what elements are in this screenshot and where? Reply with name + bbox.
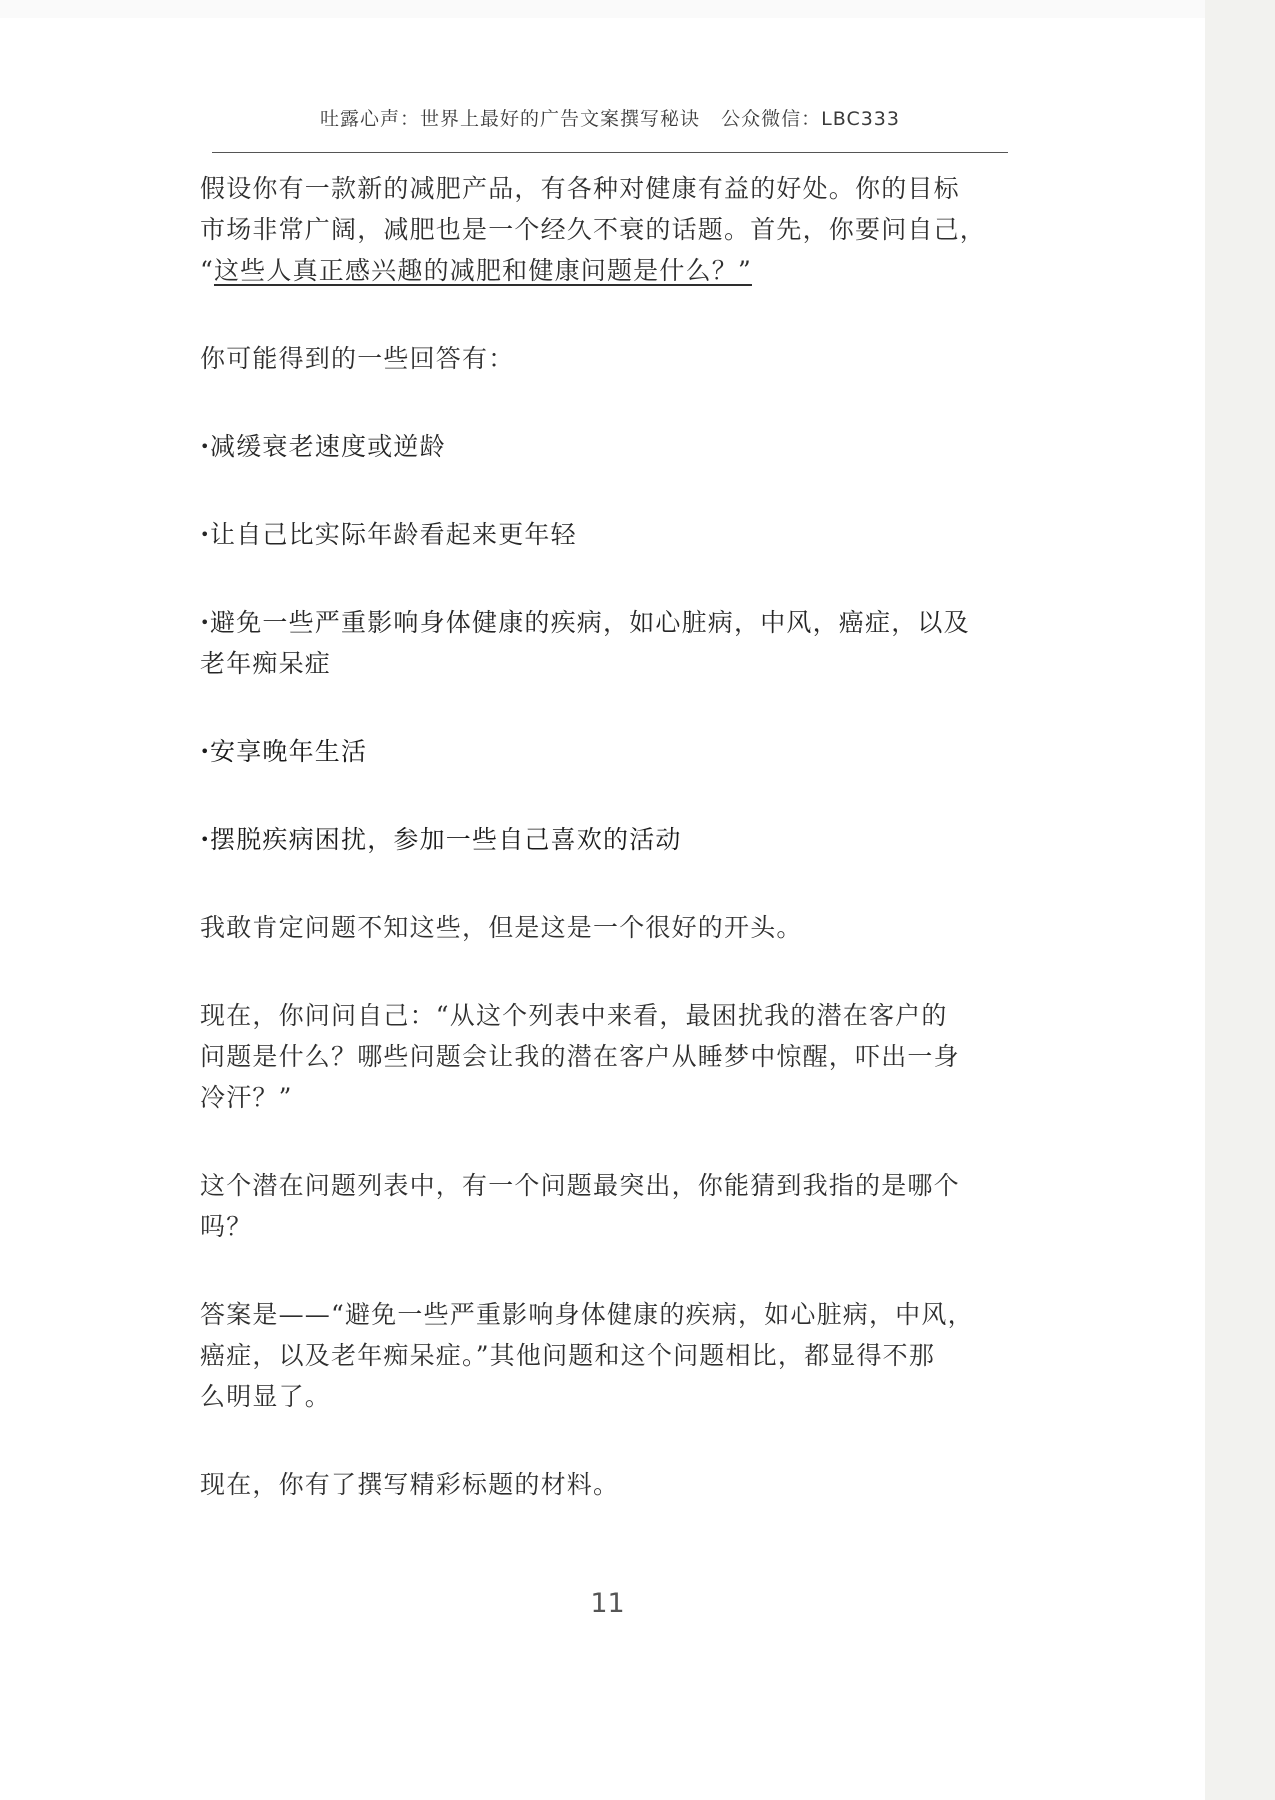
intro-open-quote: “	[200, 256, 214, 285]
list-item	[200, 819, 1016, 860]
header-rule	[212, 152, 1008, 153]
list-item	[200, 426, 1016, 467]
bullet-text: 让自己比实际年龄看起来更年轻	[210, 520, 577, 549]
guess-paragraph	[200, 1165, 1016, 1247]
body-text	[200, 168, 1016, 1505]
bullet-icon: •	[200, 437, 211, 456]
answers-intro: 你可能得到的一些回答有：	[200, 344, 515, 373]
scan-right-edge	[1205, 0, 1275, 1800]
running-header	[212, 104, 1008, 131]
list-item	[200, 514, 1016, 555]
answer-paragraph	[200, 1294, 1016, 1417]
ask-line-1: 现在，你问问自己：“从这个列表中来看，最困扰我的潜在客户的	[200, 1001, 948, 1030]
list-item	[200, 602, 1016, 684]
header-wechat: 公众微信：LBC333	[721, 108, 900, 130]
ask-line-3: 冷汗？”	[200, 1083, 293, 1112]
bullet-text: 减缓衰老速度或逆龄	[210, 432, 446, 461]
intro-question: 这些人真正感兴趣的减肥和健康问题是什么？”	[213, 256, 752, 285]
bullet-icon: •	[200, 613, 211, 632]
closing-paragraph: 现在，你有了撰写精彩标题的材料。	[200, 1470, 620, 1499]
bullet-icon: •	[200, 830, 211, 849]
intro-line-1: 假设你有一款新的减肥产品，有各种对健康有益的好处。你的目标	[200, 174, 960, 203]
bullet-icon: •	[200, 525, 211, 544]
guess-line-1: 这个潜在问题列表中，有一个问题最突出，你能猜到我指的是哪个	[200, 1171, 960, 1200]
page-number: 11	[590, 1588, 625, 1619]
bullet-text: 安享晚年生活	[210, 737, 368, 766]
bullet-text: 避免一些严重影响身体健康的疾病，如心脏病，中风，癌症，以及	[210, 608, 970, 637]
intro-paragraph	[200, 168, 1016, 291]
ask-yourself-paragraph	[200, 995, 1016, 1118]
scan-top-edge	[0, 0, 1275, 18]
guess-line-2: 吗？	[200, 1212, 253, 1241]
not-sure-paragraph: 我敢肯定问题不知这些，但是这是一个很好的开头。	[200, 913, 803, 942]
bullet-text: 摆脱疾病困扰，参加一些自己喜欢的活动	[210, 825, 682, 854]
answer-line-3: 么明显了。	[200, 1382, 332, 1411]
list-item	[200, 731, 1016, 772]
intro-line-2: 市场非常广阔，减肥也是一个经久不衰的话题。首先，你要问自己，	[200, 215, 987, 244]
header-title: 吐露心声：世界上最好的广告文案撰写秘诀	[320, 108, 701, 130]
answer-line-2: 癌症，以及老年痴呆症。”其他问题和这个问题相比，都显得不那	[200, 1341, 936, 1370]
ask-line-2: 问题是什么？哪些问题会让我的潜在客户从睡梦中惊醒，吓出一身	[200, 1042, 960, 1071]
answer-line-1: 答案是——“避免一些严重影响身体健康的疾病，如心脏病，中风，	[200, 1300, 974, 1329]
bullet-icon: •	[200, 742, 211, 761]
bullet-text-continued: 老年痴呆症	[200, 649, 332, 678]
